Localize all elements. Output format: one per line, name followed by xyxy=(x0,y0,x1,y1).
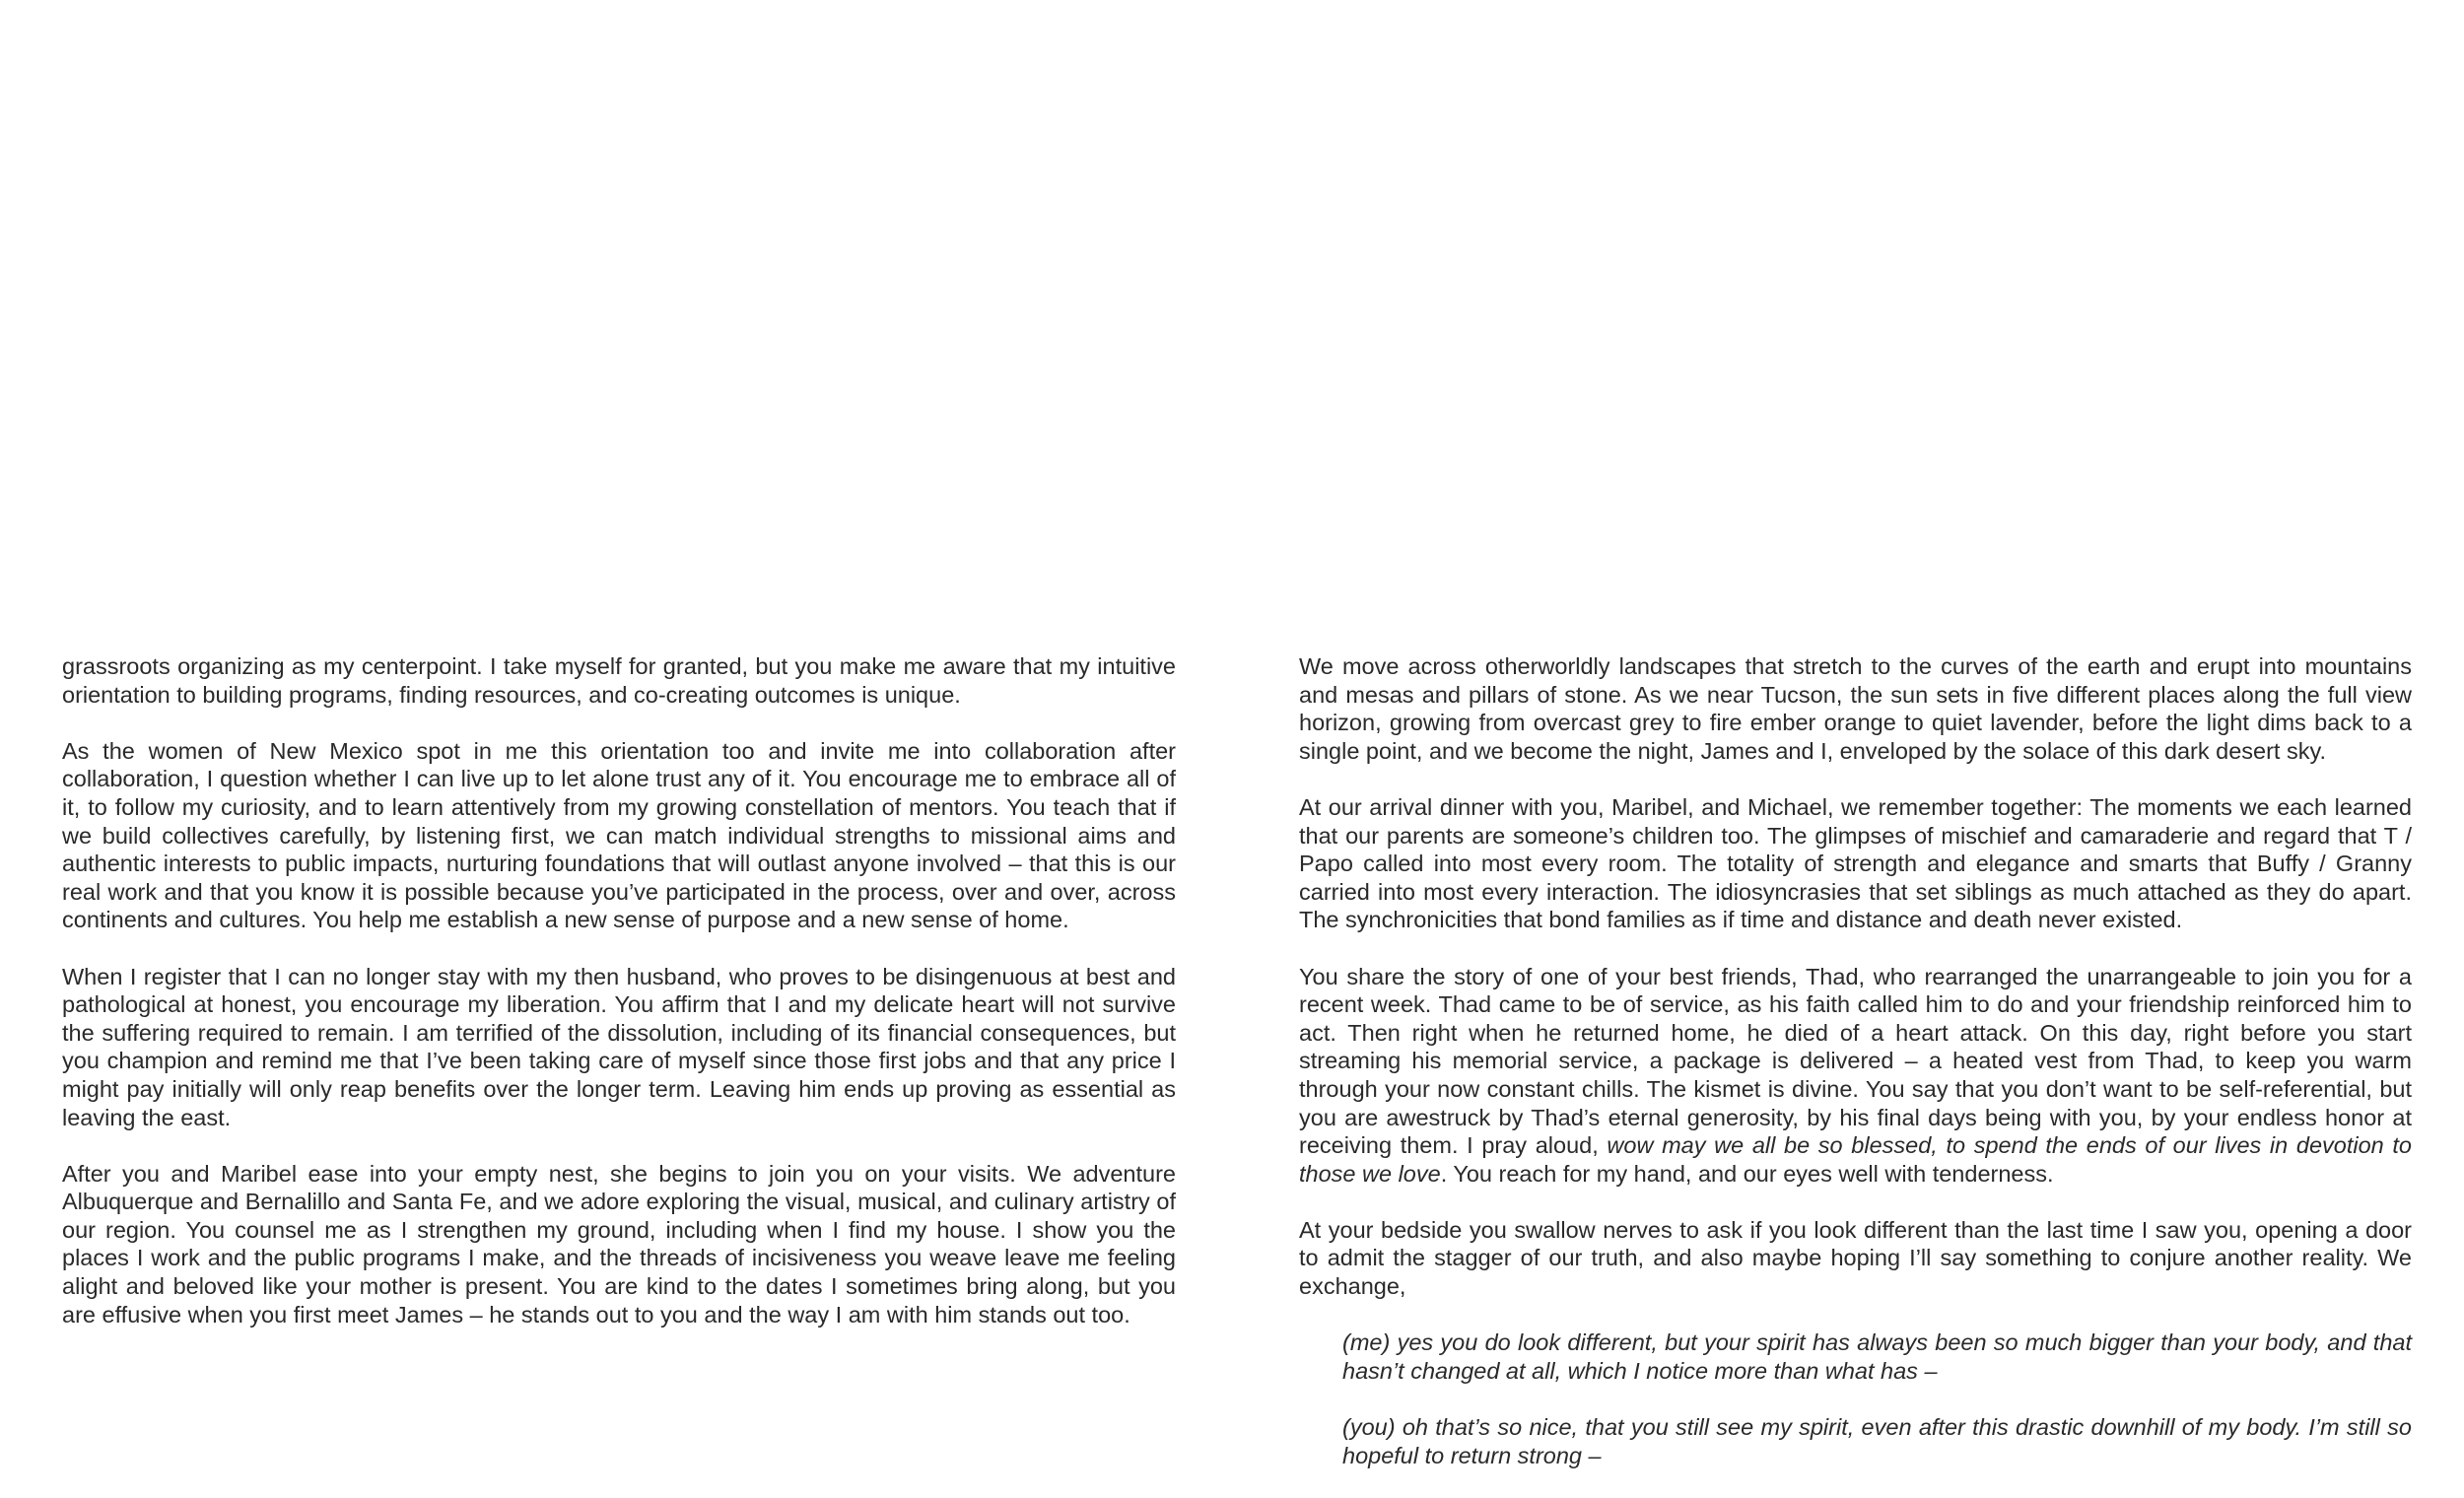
paragraph xyxy=(1299,963,2412,1189)
paragraph: At our arrival dinner with you, Maribel, and Michael, we remember together: The moments we each learned that our parents are someone’s children too. The glimpses of mischief and camaraderie and regard that T / Papo called into most every room. The totality of strength and elegance and smarts that Buffy / Granny carried into most every interaction. The idiosyncrasies that set siblings as much attached as they do apart. The synchronicities that bond families as if time and distance and death never existed. xyxy=(1299,793,2412,933)
paragraph: grassroots organizing as my centerpoint. I take myself for granted, but you make me aware that my intuitive orientation to building programs, finding resources, and co-creating outcomes is unique. xyxy=(62,653,1176,708)
italic-prayer: wow may we all be so blessed, to spend the ends of our lives in devotion to those we love xyxy=(1299,1132,2412,1187)
paragraph: As the women of New Mexico spot in me this orientation too and invite me into collaboration after collaboration, I question whether I can live up to let alone trust any of it. You encourage me to embrace all of it, to follow my curiosity, and to learn attentively from my growing constellation of mentors. You teach that if we build collectives carefully, by listening first, we can match individual strengths to missional aims and authentic interests to public impacts, nurturing foundations that will outlast anyone involved – that this is our real work and that you know it is possible because you’ve participated in the process, over and over, across continents and cultures. You help me establish a new sense of purpose and a new sense of home. xyxy=(62,737,1176,933)
paragraph: When I register that I can no longer stay with my then husband, who proves to be disingenuous at best and pathological at honest, you encourage my liberation. You affirm that I and my delicate heart will not survive the suffering required to remain. I am terrified of the dissolution, including of its financial consequences, but you champion and remind me that I’ve been taking care of myself since those first jobs and that any price I might pay initially will only reap benefits over the longer term. Leaving him ends up proving as essential as leaving the east. xyxy=(62,963,1176,1130)
quoted-exchange-you: (you) oh that’s so nice, that you still see my spirit, even after this drastic downhill of my body. I’m still so hopeful to return strong – xyxy=(1342,1414,2412,1468)
text-run: . You reach for my hand, and our eyes well with tenderness. xyxy=(1440,1160,2054,1187)
paragraph: We move across otherworldly landscapes that stretch to the curves of the earth and erupt into mountains and mesas and pillars of stone. As we near Tucson, the sun sets in five different places along the full view horizon, growing from overcast grey to fire ember orange to quiet lavender, before the light dims back to a single point, and we become the night, James and I, enveloped by the solace of this dark desert sky. xyxy=(1299,653,2412,764)
quoted-exchange-me: (me) yes you do look different, but your spirit has always been so much bigger than your body, and that hasn’t changed at all, which I notice more than what has – xyxy=(1342,1329,2412,1384)
paragraph: After you and Maribel ease into your empty nest, she begins to join you on your visits. We adventure Albuquerque and Bernalillo and Santa Fe, and we adore exploring the visual, musical, and culinary artistry of our region. You counsel me as I strengthen my ground, including when I find my house. I show you the places I work and the public programs I make, and the threads of incisiveness you weave leave me feeling alight and beloved like your mother is present. You are kind to the dates I sometimes bring along, but you are effusive when you first meet James – he stands out to you and the way I am with him stands out too. xyxy=(62,1160,1176,1328)
paragraph: At your bedside you swallow nerves to ask if you look different than the last time I saw you, opening a door to admit the stagger of our truth, and also maybe hoping I’ll say something to conjure another reality. We exchange, xyxy=(1299,1216,2412,1300)
right-text-column xyxy=(1299,652,2412,1498)
left-text-column xyxy=(62,652,1176,1357)
text-run: You share the story of one of your best friends, Thad, who rearranged the unarrangeable to join you for a recent week. Thad came to be of service, as his faith called him to do and your friendship reinforced him to act. Then right when he returned home, he died of a heart attack. On this day, right before you start streaming his memorial service, a package is delivered – a heated vest from Thad, to keep you warm through your now constant chills. The kismet is divine. You say that you don’t want to be self-referential, but you are awestruck by Thad’s eternal generosity, by his final days being with you, by your endless honor at receiving them. I pray aloud, xyxy=(1299,963,2412,1159)
